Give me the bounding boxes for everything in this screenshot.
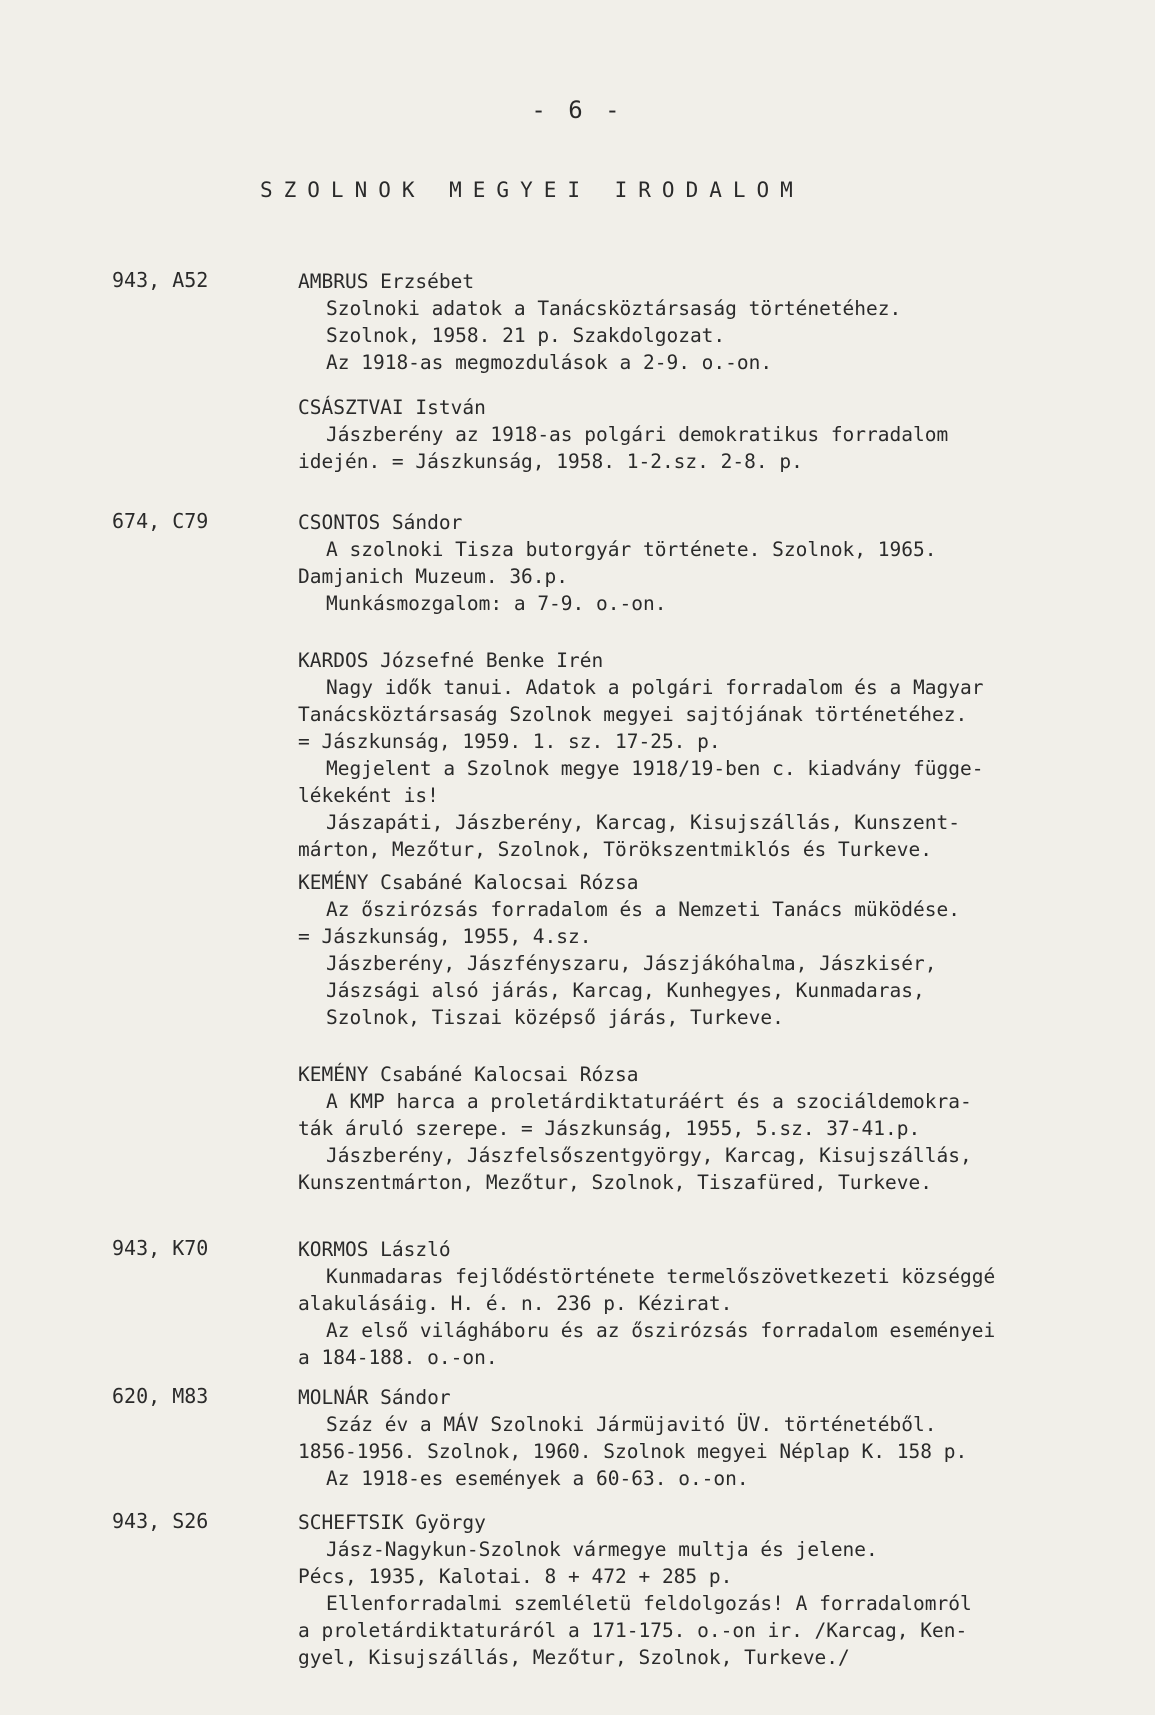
entry-line: a 184-188. o.-on. [298,1346,498,1369]
page-title: SZOLNOK MEGYEI IRODALOM [260,178,804,202]
entry-line: Az első világháboru és az őszirózsás forradalom eseményei [326,1319,996,1342]
entry-author: AMBRUS Erzsébet [298,270,475,293]
entry-author: MOLNÁR Sándor [298,1386,451,1409]
entry-signature: 943, S26 [112,1509,209,1533]
entry-line: idején. = Jászkunság, 1958. 1-2.sz. 2-8. p. [298,450,803,473]
entry-line: Jászsági alsó járás, Karcag, Kunhegyes, Kunmadaras, [326,979,925,1002]
entry-author: KEMÉNY Csabáné Kalocsai Rózsa [298,871,639,894]
entry-line: Jászapáti, Jászberény, Karcag, Kisujszállás, Kunszent- [326,811,960,834]
entry-line: Pécs, 1935, Kalotai. 8 + 472 + 285 p. [298,1565,733,1588]
entry-line: Megjelent a Szolnok megye 1918/19-ben c. kiadvány függe- [326,757,984,780]
entry-line: Jászberény az 1918-as polgári demokratikus forradalom [326,423,949,446]
entry-line: márton, Mezőtur, Szolnok, Törökszentmiklós és Turkeve. [298,838,932,861]
entry-line: Száz év a MÁV Szolnoki Jármüjavitó ÜV. történetéből. [326,1413,937,1436]
entry-line: 1856-1956. Szolnok, 1960. Szolnok megyei Néplap K. 158 p. [298,1440,968,1463]
entry-line: Munkásmozgalom: a 7-9. o.-on. [326,592,667,615]
entry-line: A KMP harca a proletárdiktaturáért és a szociáldemokra- [326,1090,972,1113]
entry-line: Damjanich Muzeum. 36.p. [298,565,569,588]
entry-line: lékeként is! [298,784,439,807]
entry-line: A szolnoki Tisza butorgyár története. Szolnok, 1965. [326,538,937,561]
entry-line: Jászberény, Jászfelsőszentgyörgy, Karcag, Kisujszállás, [326,1144,972,1167]
entry-line: Kunszentmárton, Mezőtur, Szolnok, Tiszafüred, Turkeve. [298,1171,932,1194]
entry-line: Jászberény, Jászfényszaru, Jászjákóhalma, Jászkisér, [326,952,937,975]
entry-line: Kunmadaras fejlődéstörténete termelőszövetkezeti községgé [326,1265,996,1288]
page-number: - 6 - [531,96,624,124]
entry-signature: 674, C79 [112,509,209,533]
entry-author: KEMÉNY Csabáné Kalocsai Rózsa [298,1063,639,1086]
entry-author: CSÁSZTVAI István [298,396,486,419]
entry-line: Szolnok, Tiszai középső járás, Turkeve. [326,1006,784,1029]
entry-author: KORMOS László [298,1238,451,1261]
entry-line: Az őszirózsás forradalom és a Nemzeti Tanács müködése. [326,898,960,921]
entry-line: ták áruló szerepe. = Jászkunság, 1955, 5.sz. 37-41.p. [298,1117,921,1140]
entry-line: Ellenforradalmi szemléletü feldolgozás! A forradalomról [326,1592,972,1615]
entry-signature: 620, M83 [112,1384,209,1408]
entry-line: = Jászkunság, 1955, 4.sz. [298,925,592,948]
entry-line: = Jászkunság, 1959. 1. sz. 17-25. p. [298,730,721,753]
entry-line: alakulásáig. H. é. n. 236 p. Kézirat. [298,1292,733,1315]
entry-line: Jász-Nagykun-Szolnok vármegye multja és jelene. [326,1538,878,1561]
entry-author: CSONTOS Sándor [298,511,463,534]
entry-line: Szolnoki adatok a Tanácsköztársaság történetéhez. [326,297,902,320]
entry-author: KARDOS Józsefné Benke Irén [298,649,604,672]
entry-line: Az 1918-as megmozdulások a 2-9. o.-on. [326,351,773,374]
entry-line: Szolnok, 1958. 21 p. Szakdolgozat. [326,324,726,347]
entry-line: Tanácsköztársaság Szolnok megyei sajtójának történetéhez. [298,703,968,726]
entry-line: Az 1918-es események a 60-63. o.-on. [326,1467,749,1490]
entry-line: gyel, Kisujszállás, Mezőtur, Szolnok, Turkeve./ [298,1646,850,1669]
entry-signature: 943, A52 [112,268,209,292]
entry-signature: 943, K70 [112,1236,209,1260]
entry-line: a proletárdiktaturáról a 171-175. o.-on ir. /Karcag, Ken- [298,1619,968,1642]
entry-author: SCHEFTSIK György [298,1511,486,1534]
entry-line: Nagy idők tanui. Adatok a polgári forradalom és a Magyar [326,676,984,699]
